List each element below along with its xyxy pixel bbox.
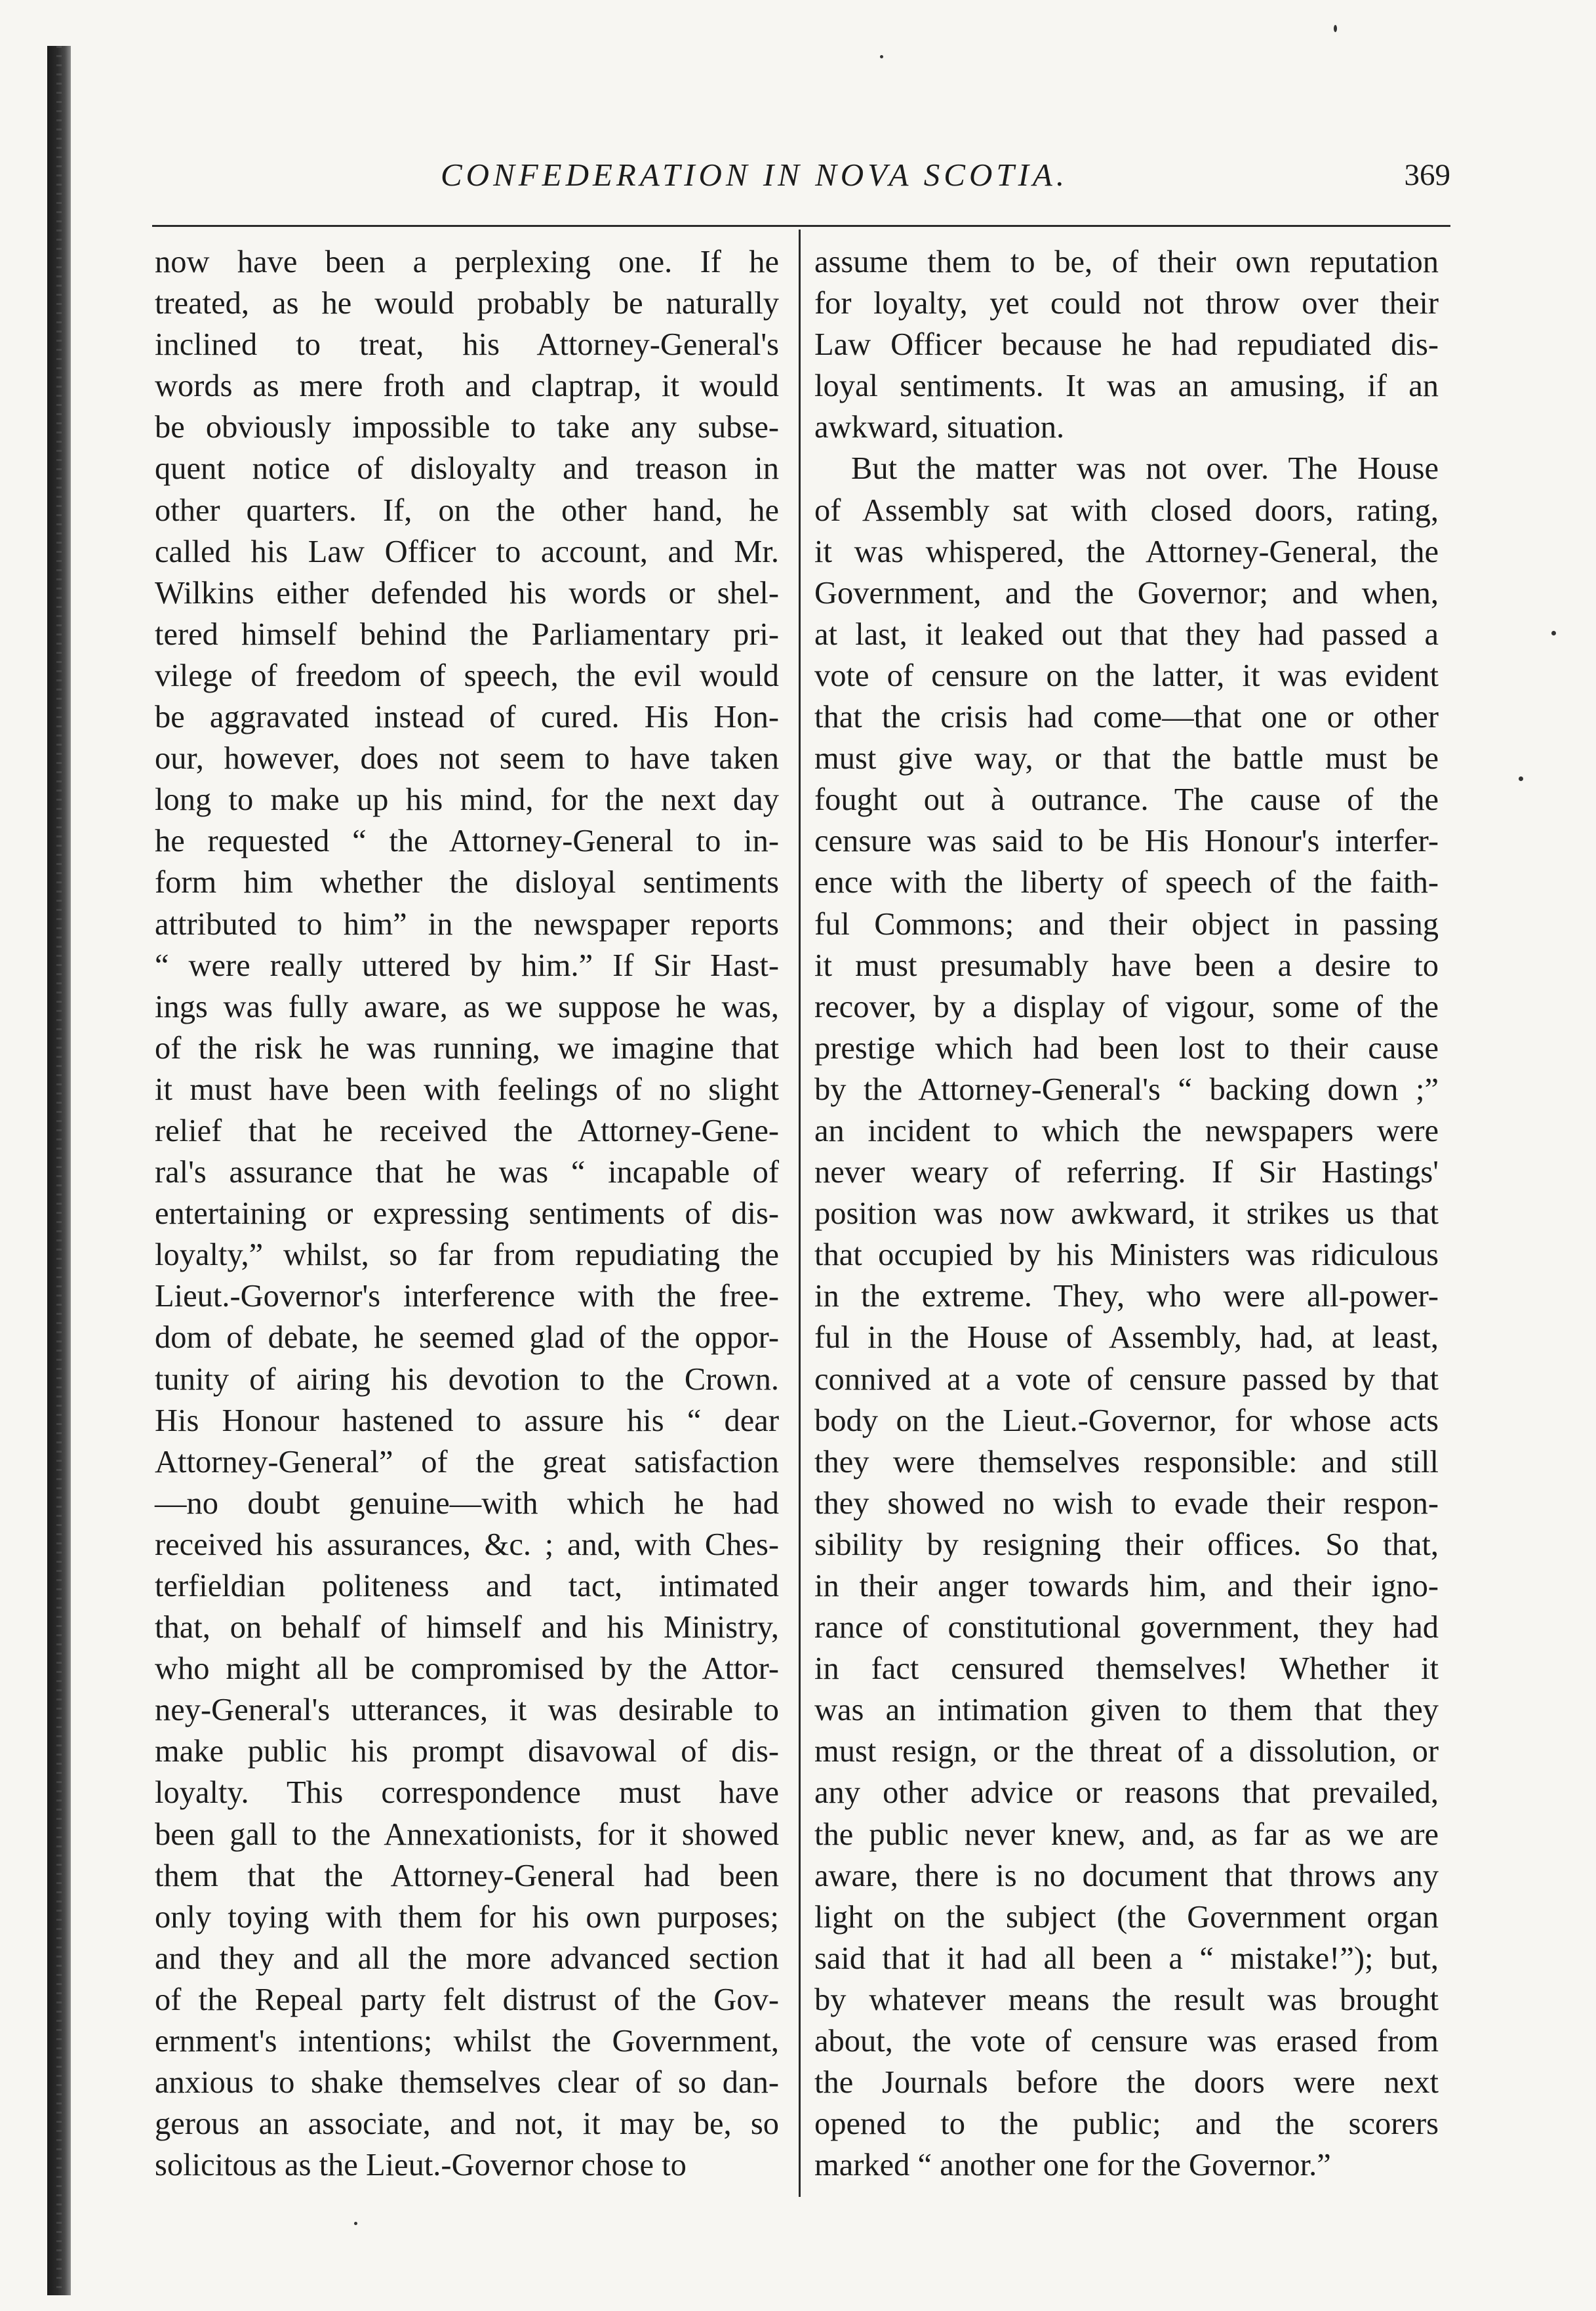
text-line: received his assurances, &c. ; and, with Ches- — [155, 1527, 779, 1562]
text-line: treated, as he would probably be naturally — [155, 286, 779, 321]
text-line: Government, and the Governor; and when, — [814, 575, 1439, 611]
text-line: aware, there is no document that throws any — [814, 1858, 1439, 1893]
text-line: inclined to treat, his Attorney-General's — [155, 327, 779, 363]
text-line: anxious to shake themselves clear of so dan- — [155, 2065, 779, 2100]
text-line: any other advice or reasons that prevailed, — [814, 1775, 1439, 1811]
column-divider — [799, 230, 801, 2197]
text-line: But the matter was not over. The House — [851, 451, 1439, 487]
text-line: of Assembly sat with closed doors, rating, — [814, 492, 1439, 528]
text-line: our, however, does not seem to have taken — [155, 741, 779, 776]
ink-speck — [880, 55, 883, 58]
text-line: about, the vote of censure was erased from — [814, 2024, 1439, 2059]
text-line: now have been a perplexing one. If he — [155, 245, 779, 279]
text-line: and they and all the more advanced section — [155, 1940, 779, 1976]
text-line: terfieldian politeness and tact, intimated — [155, 1569, 779, 1603]
text-line: ful Commons; and their object in passing — [814, 906, 1439, 942]
page-number: 369 — [1404, 158, 1450, 192]
text-line: of the Repeal party felt distrust of the Gov- — [155, 1982, 779, 2017]
text-line: ence with the liberty of speech of the faith- — [814, 865, 1439, 900]
text-line: only toying with them for his own purposes; — [155, 1899, 779, 1935]
text-line: dom of debate, he seemed glad of the oppor- — [155, 1320, 779, 1356]
text-line: long to make up his mind, for the next day — [155, 782, 779, 818]
text-line: tered himself behind the Parliamentary pri- — [155, 616, 779, 652]
text-line: was an intimation given to them that they — [814, 1693, 1439, 1728]
text-line: relief that he received the Attorney-Gene- — [155, 1113, 779, 1148]
text-line: in the extreme. They, who were all-power- — [814, 1279, 1439, 1314]
text-line: light on the subject (the Government organ — [814, 1899, 1439, 1935]
text-line: for loyalty, yet could not throw over their — [814, 286, 1439, 321]
text-line: fought out à outrance. The cause of the — [814, 782, 1439, 818]
text-line: by the Attorney-General's “ backing down ;” — [814, 1072, 1439, 1107]
text-line: ney-General's utterances, it was desirable to — [155, 1693, 779, 1728]
text-line: censure was said to be His Honour's interfer- — [814, 824, 1439, 859]
text-line: the public never knew, and, as far as we are — [814, 1817, 1439, 1852]
text-line: it must have been with feelings of no slight — [155, 1072, 779, 1107]
text-line: prestige which had been lost to their cause — [814, 1030, 1439, 1066]
text-line: make public his prompt disavowal of dis- — [155, 1734, 779, 1769]
text-line: words as mere froth and claptrap, it would — [155, 369, 779, 404]
text-line: form him whether the disloyal sentiments — [155, 865, 779, 900]
text-line: gerous an associate, and not, it may be, so — [155, 2106, 779, 2142]
text-line: they showed no wish to evade their respon- — [814, 1485, 1439, 1521]
text-line: that occupied by his Ministers was ridiculous — [814, 1237, 1439, 1273]
text-line: the Journals before the doors were next — [814, 2065, 1439, 2100]
running-head — [152, 150, 1450, 209]
ink-speck — [354, 2222, 357, 2225]
text-line: His Honour hastened to assure his “ dear — [155, 1403, 779, 1438]
text-line: never weary of referring. If Sir Hastings' — [814, 1155, 1439, 1190]
text-line: he requested “ the Attorney-General to in- — [155, 824, 779, 859]
text-line: called his Law Officer to account, and Mr. — [155, 534, 779, 569]
text-line: in fact censured themselves! Whether it — [814, 1651, 1439, 1687]
text-line: been gall to the Annexationists, for it showed — [155, 1817, 779, 1852]
text-line: body on the Lieut.-Governor, for whose acts — [814, 1403, 1439, 1438]
text-line: they were themselves responsible: and still — [814, 1444, 1439, 1479]
text-line: loyalty,” whilst, so far from repudiating the — [155, 1237, 779, 1273]
text-line: other quarters. If, on the other hand, he — [155, 492, 779, 528]
text-line: ful in the House of Assembly, had, at least, — [814, 1320, 1439, 1356]
text-line: be obviously impossible to take any subse- — [155, 410, 779, 445]
text-line: loyal sentiments. It was an amusing, if an — [814, 369, 1439, 404]
text-line: assume them to be, of their own reputation — [814, 245, 1439, 279]
text-line: connived at a vote of censure passed by that — [814, 1361, 1439, 1397]
text-line: solicitous as the Lieut.-Governor chose to — [155, 2148, 687, 2183]
text-line: an incident to which the newspapers were — [814, 1113, 1439, 1148]
text-line: it must presumably have been a desire to — [814, 948, 1439, 983]
text-line: it was whispered, the Attorney-General, the — [814, 534, 1439, 569]
text-line: in their anger towards him, and their igno- — [814, 1569, 1439, 1603]
text-line: ernment's intentions; whilst the Government, — [155, 2024, 779, 2059]
text-line: rance of constitutional government, they had — [814, 1610, 1439, 1645]
text-line: be aggravated instead of cured. His Hon- — [155, 700, 779, 735]
text-line: quent notice of disloyalty and treason in — [155, 451, 779, 487]
text-line: Law Officer because he had repudiated dis- — [814, 327, 1439, 363]
page-binding-edge — [47, 46, 71, 2295]
text-line: —no doubt genuine—with which he had — [155, 1485, 779, 1521]
text-line: “ were really uttered by him.” If Sir Hast- — [155, 948, 779, 983]
text-line: Wilkins either defended his words or shel- — [155, 575, 779, 611]
text-column-right — [814, 241, 1439, 2186]
text-line: them that the Attorney-General had been — [155, 1858, 779, 1893]
ink-speck — [1519, 776, 1523, 781]
text-line: that, on behalf of himself and his Ministry, — [155, 1610, 779, 1645]
text-line: ral's assurance that he was “ incapable of — [155, 1155, 779, 1190]
text-line: vote of censure on the latter, it was evident — [814, 658, 1439, 693]
text-column-left — [155, 241, 779, 2186]
text-line: Attorney-General” of the great satisfaction — [155, 1444, 779, 1479]
text-line: attributed to him” in the newspaper reports — [155, 906, 779, 942]
text-line: sibility by resigning their offices. So that, — [814, 1527, 1439, 1562]
text-line: must give way, or that the battle must be — [814, 741, 1439, 776]
text-line: opened to the public; and the scorers — [814, 2106, 1439, 2142]
text-line: position was now awkward, it strikes us that — [814, 1196, 1439, 1232]
text-line: by whatever means the result was brought — [814, 1982, 1439, 2017]
running-title: CONFEDERATION IN NOVA SCOTIA. — [441, 157, 1069, 193]
text-line: said that it had all been a “ mistake!”); but, — [814, 1940, 1439, 1976]
text-line: entertaining or expressing sentiments of dis- — [155, 1196, 779, 1232]
text-line: who might all be compromised by the Attor- — [155, 1651, 779, 1687]
text-line: vilege of freedom of speech, the evil would — [155, 658, 779, 693]
text-line: tunity of airing his devotion to the Crown. — [155, 1361, 779, 1397]
ink-speck — [1551, 631, 1556, 635]
text-line: ings was fully aware, as we suppose he was, — [155, 989, 779, 1024]
text-line: must resign, or the threat of a dissolution, or — [814, 1734, 1439, 1769]
text-line: that the crisis had come—that one or other — [814, 700, 1439, 735]
text-line: marked “ another one for the Governor.” — [814, 2148, 1331, 2183]
ink-speck — [1334, 25, 1337, 32]
text-line: awkward, situation. — [814, 410, 1065, 445]
text-line: at last, it leaked out that they had passed a — [814, 616, 1439, 652]
text-line: loyalty. This correspondence must have — [155, 1775, 779, 1811]
text-line: of the risk he was running, we imagine that — [155, 1030, 779, 1066]
text-line: Lieut.-Governor's interference with the free- — [155, 1279, 779, 1314]
header-rule — [152, 225, 1450, 227]
text-line: recover, by a display of vigour, some of the — [814, 989, 1439, 1024]
